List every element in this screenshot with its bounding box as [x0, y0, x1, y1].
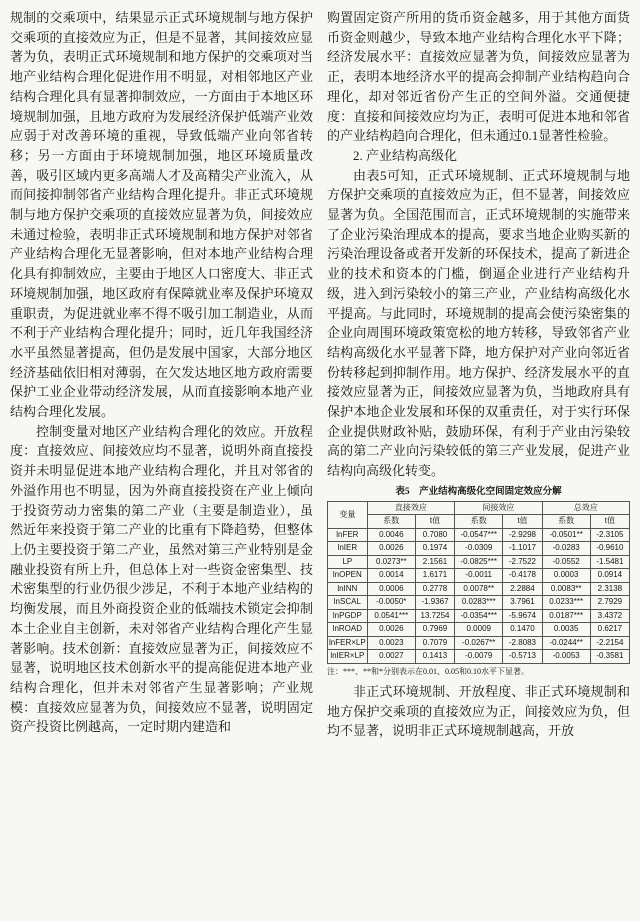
table-row: [328, 528, 630, 542]
effects-table-body: [328, 528, 630, 663]
header-variable: 变量: [328, 501, 368, 528]
right-paragraph-closing: 非正式环境规制、开放程度、非正式环境规制和地方保护交乘项的直接效应为正，间接效应为负，但均不显著，说明非正式环境规制越高，开放: [327, 683, 630, 739]
value-cell: -5.9674: [503, 609, 542, 623]
table-row: [328, 623, 630, 637]
header-coefficient: 系数: [455, 515, 503, 529]
table-row: [328, 542, 630, 556]
value-cell: -2.7522: [503, 555, 542, 569]
value-cell: 0.0014: [367, 569, 415, 583]
value-cell: 0.6217: [590, 623, 629, 637]
value-cell: -0.0283: [542, 542, 590, 556]
value-cell: 0.0035: [542, 623, 590, 637]
header-coefficient: 系数: [367, 515, 415, 529]
value-cell: -0.0501**: [542, 528, 590, 542]
value-cell: 0.0273**: [367, 555, 415, 569]
table5-block: [327, 485, 630, 677]
right-paragraph-continuation: 购置固定资产所用的货币资金越多，用于其他方面货币资金则越少，导致本地产业结构合理化水平下降；经济发展水平：直接效应显著为负，间接效应显著为正，表明本地经济水平的提高会抑制产业结构趋向合理化，却对邻近省份产生正的空间外溢。交通便捷度：直接和间接效应均为正，表明可促进本地和邻省的产业结构趋向合理化，但未通过0.1显著性检验。: [327, 10, 630, 144]
value-cell: -0.0011: [455, 569, 503, 583]
value-cell: 0.0233***: [542, 596, 590, 610]
section-heading-industrial-upgrading: 2. 产业结构高级化: [353, 147, 458, 163]
value-cell: -0.3581: [590, 650, 629, 664]
value-cell: 0.7079: [415, 636, 454, 650]
variable-cell: lnIER: [328, 542, 368, 556]
value-cell: -0.0825***: [455, 555, 503, 569]
value-cell: 0.0026: [367, 623, 415, 637]
header-tvalue: t值: [590, 515, 629, 529]
value-cell: 0.0187***: [542, 609, 590, 623]
value-cell: -0.0050*: [367, 596, 415, 610]
value-cell: -1.9367: [415, 596, 454, 610]
table5-header: [328, 501, 630, 528]
table-row: [328, 609, 630, 623]
table-row: [328, 636, 630, 650]
left-column: [10, 8, 313, 741]
value-cell: 13.7254: [415, 609, 454, 623]
value-cell: 0.0541***: [367, 609, 415, 623]
value-cell: 2.7929: [590, 596, 629, 610]
value-cell: 0.0083**: [542, 582, 590, 596]
value-cell: 2.1561: [415, 555, 454, 569]
right-column: [327, 8, 630, 741]
value-cell: 0.2778: [415, 582, 454, 596]
value-cell: 0.0003: [542, 569, 590, 583]
left-paragraph-continuation: 规制的交乘项中，结果显示正式环境规制与地方保护交乘项的直接效应为正，但是不显著，其间接效应显著为负，表明正式环境规制和地方保护的交乘项对当地产业结构合理化促进作用不明显，对相邻地区产业结构合理化具有显著抑制效应，一方面由于本地区环境规制加强，且地方政府为发展经济保护低端产业效应弱于对改善环境的重视，导致低端产业向邻省转移；另一方面由于环境规制加强，地区环境质量改善，吸引区域内更多高端人才及高精尖产业流入，从而间接抑制邻省产业结构合理化提升。非正式环境规制与地方保护交乘项的直接效应显著为负，间接效应未通过检验，表明非正式环境规制和地方保护对邻省产业结构合理化无显著影响，但对本地产业结构合理化具有抑制效应，主要由于地区人口密度大、非正式环境规制加强，地区政府有保障就业率及保护环境双重职责，为促进就业率不得不吸引加工制造业，从而不利于产业结构合理化提升；同时，近几年我国经济水平虽然显著提高，但仍是发展中国家，大部分地区经济基础依旧相对薄弱，在欠发达地区地方政府需要保护工业企业带动经济发展，从而直接影响本地产业结构合理化发展。: [10, 10, 313, 420]
value-cell: 0.1974: [415, 542, 454, 556]
table-row: [328, 569, 630, 583]
value-cell: 3.7961: [503, 596, 542, 610]
value-cell: -0.0053: [542, 650, 590, 664]
variable-cell: lnOPEN: [328, 569, 368, 583]
header-indirect-effect: 间接效应: [455, 501, 542, 515]
value-cell: -0.0552: [542, 555, 590, 569]
value-cell: -0.4178: [503, 569, 542, 583]
value-cell: -2.2154: [590, 636, 629, 650]
value-cell: -0.0079: [455, 650, 503, 664]
value-cell: -2.8083: [503, 636, 542, 650]
table5-effects-decomposition: [327, 501, 630, 664]
value-cell: 0.0914: [590, 569, 629, 583]
variable-cell: lnFER: [328, 528, 368, 542]
value-cell: -0.0244**: [542, 636, 590, 650]
table-row: [328, 650, 630, 664]
value-cell: 0.0027: [367, 650, 415, 664]
value-cell: -0.0547***: [455, 528, 503, 542]
table-header-row-groups: [328, 501, 630, 515]
value-cell: 0.1413: [415, 650, 454, 664]
table5-significance-note: 注：***、**和*分别表示在0.01、0.05和0.10水平下显著。: [327, 666, 529, 676]
value-cell: -0.0267**: [455, 636, 503, 650]
variable-cell: lnPGDP: [328, 609, 368, 623]
value-cell: -1.5481: [590, 555, 629, 569]
value-cell: 1.6171: [415, 569, 454, 583]
value-cell: -0.9610: [590, 542, 629, 556]
value-cell: -2.9298: [503, 528, 542, 542]
value-cell: -2.3105: [590, 528, 629, 542]
table5-title: 表5 产业结构高级化空间固定效应分解: [395, 486, 562, 497]
header-tvalue: t值: [503, 515, 542, 529]
value-cell: -1.1017: [503, 542, 542, 556]
value-cell: 0.0006: [367, 582, 415, 596]
value-cell: 0.0046: [367, 528, 415, 542]
variable-cell: lnROAD: [328, 623, 368, 637]
value-cell: -0.0309: [455, 542, 503, 556]
table-row: [328, 582, 630, 596]
value-cell: -0.5713: [503, 650, 542, 664]
table-header-row-sub: [328, 515, 630, 529]
value-cell: 0.0023: [367, 636, 415, 650]
value-cell: 3.4372: [590, 609, 629, 623]
variable-cell: lnIER×LP: [328, 650, 368, 664]
header-total-effect: 总效应: [542, 501, 629, 515]
value-cell: 0.0283***: [455, 596, 503, 610]
right-paragraph-analysis: 由表5可知，正式环境规制、正式环境规制与地方保护交乘项的直接效应为正，但不显著，间接效应显著为负。全国范围而言，正式环境规制的实施带来了企业污染治理成本的提高，要求当地企业购买新的污染治理设备或者开发新的环保技术，提高了新进企业的技术和资本的门槛，倒逼企业进行产业结构升级，进入到污染较小的第三产业，产业结构高级化水平提高。与此同时，环境规制的提高会使污染密集的企业向周围环境政策宽松的地方转移，导致邻省产业结构高级化水平显著下降，地方保护对产业向邻近省份转移起到抑制作用。地方保护、经济发展水平的直接效应显著为正，间接效应显著为负，当地政府具有保护本地企业发展和环保的双重责任，对于实行环保企业提供财政补贴，鼓励环保，有利于产业由污染较高的第二产业向污染较低的第三产业发展，促进产业结构向高级化转变。: [327, 167, 630, 479]
header-coefficient: 系数: [542, 515, 590, 529]
table-row: [328, 596, 630, 610]
value-cell: 2.3138: [590, 582, 629, 596]
variable-cell: lnFER×LP: [328, 636, 368, 650]
header-tvalue: t值: [415, 515, 454, 529]
left-paragraph-controls: 控制变量对地区产业结构合理化的效应。开放程度：直接效应、间接效应均不显著，说明外商直接投资并未明显促进本地产业结构合理化，并且对邻省的外溢作用也不明显，因为外商直接投资在产业上倾向于投资劳动力密集的第二产业（主要是制造业），虽然近年来投资于第二产业的比重有下降趋势，但整体上仍主要投资于第二产业，虽然对第三产业特别是金融业投资有所上升，但总体上对一些资金密集型、技术密集型的行业仍很少涉足，不利于本地产业结构的均衡发展，而且外商投资企业的低端技术锁定会抑制本土企业自主创新，未对邻省产业结构合理化产生显著影响。技术创新：直接效应显著为正，间接效应不显著，说明地区技术创新水平的提高能促进本地产业结构合理化，但并未对邻省产生显著影响；产业规模：直接效应显著为负，间接效应不显著，说明固定资产投资比例越高，一定时期内建造和: [10, 423, 313, 735]
value-cell: -0.0354***: [455, 609, 503, 623]
value-cell: 0.0078**: [455, 582, 503, 596]
value-cell: 0.7080: [415, 528, 454, 542]
value-cell: 0.0026: [367, 542, 415, 556]
variable-cell: lnSCAL: [328, 596, 368, 610]
variable-cell: LP: [328, 555, 368, 569]
header-direct-effect: 直接效应: [367, 501, 454, 515]
value-cell: 0.1470: [503, 623, 542, 637]
value-cell: 0.7969: [415, 623, 454, 637]
table-row: [328, 555, 630, 569]
variable-cell: lnINN: [328, 582, 368, 596]
value-cell: 2.2884: [503, 582, 542, 596]
value-cell: 0.0009: [455, 623, 503, 637]
